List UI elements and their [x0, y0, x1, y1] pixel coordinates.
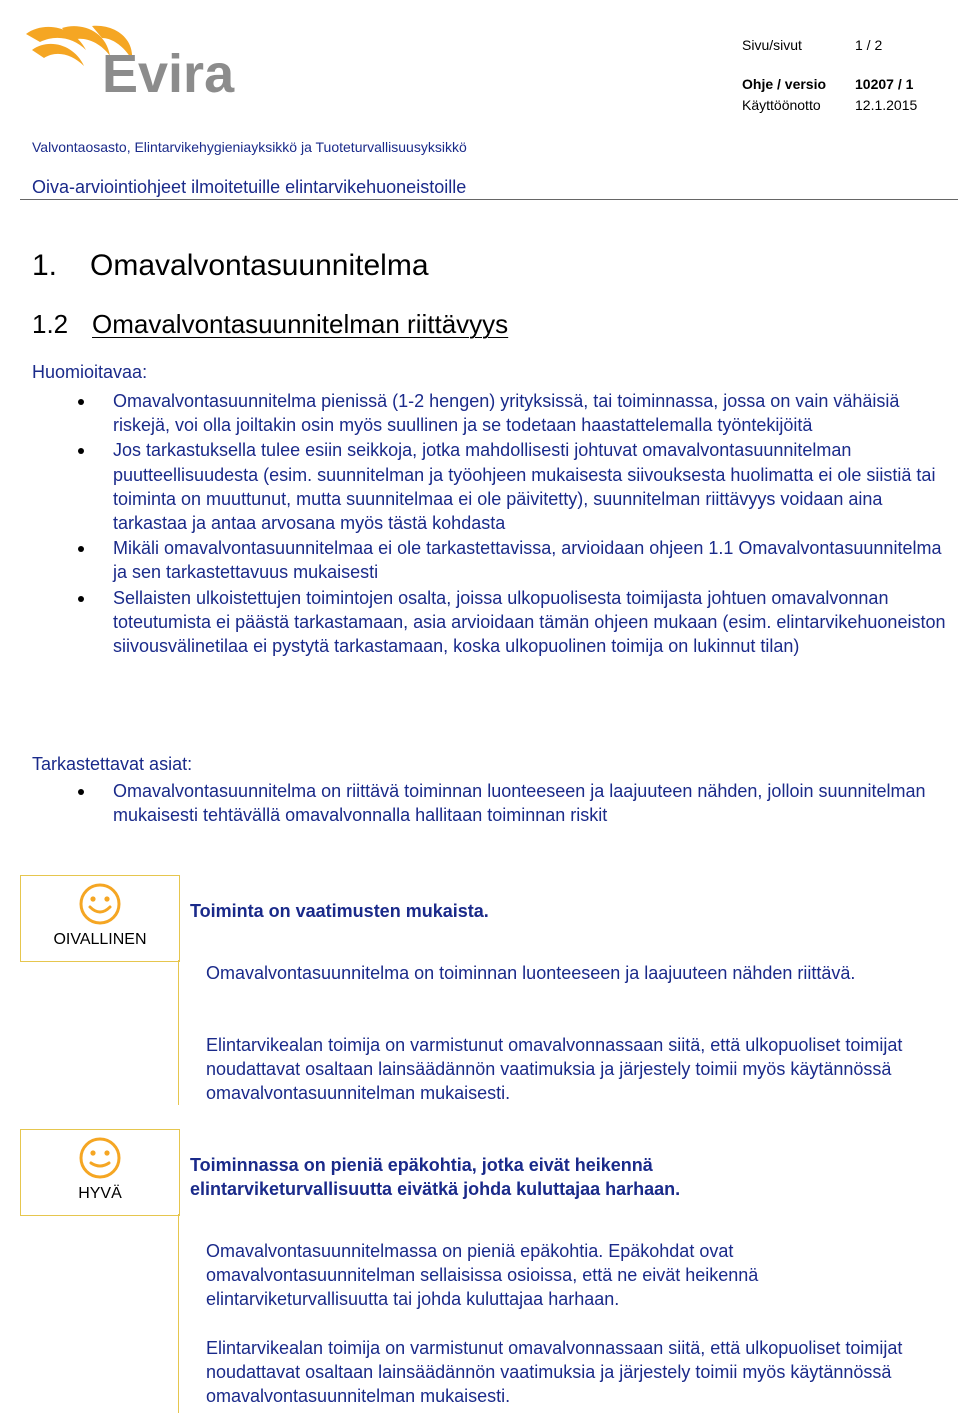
svg-text:Evira: Evira: [102, 44, 235, 100]
header-divider: [20, 199, 958, 200]
rating-paragraph: Omavalvontasuunnitelmassa on pieniä epäkohtia. Epäkohdat ovat omavalvontasuunnitelman sellaisissa osioissa, että ne eivät heikennä elintarviketurvallisuutta tai johda kuluttajaa harhaan.: [206, 1241, 759, 1309]
bullet-icon: [78, 546, 84, 552]
rating-paragraph: Elintarvikealan toimija on varmistunut omavalvonnassaan siitä, että ulkopuoliset toimijat noudattavat osaltaan lainsäädännön vaatimuksia ja järjestely toimii myös käytännössä omavalvontasuunnitelman mukaisesti.: [206, 1338, 903, 1406]
list-item: [73, 586, 953, 659]
subsection-title: Omavalvontasuunnitelman riittävyys: [92, 309, 509, 339]
subsection-heading: [32, 306, 508, 342]
list-item: [73, 438, 953, 535]
notes-heading-text: Huomioitavaa: [32, 362, 143, 382]
rating-heading: Toiminnassa on pieniä epäkohtia, jotka eivät heikennä elintarviketurvallisuutta eivätkä johda kuluttajaa harhaan.: [190, 1155, 681, 1199]
bullet-icon: [78, 596, 84, 602]
rating-box-excellent: [20, 875, 180, 962]
evira-logo: [22, 20, 272, 100]
rating-label: OIVALLINEN: [53, 931, 147, 948]
document-title: Oiva-arviointiohjeet ilmoitetuille elintarvikehuoneistoille: [32, 177, 467, 197]
list-item: [73, 389, 953, 437]
rating-label: HYVÄ: [78, 1185, 122, 1202]
rating-heading: Toiminta on vaatimusten mukaista.: [190, 901, 489, 921]
bullet-icon: [78, 448, 84, 454]
section-heading: [32, 246, 429, 286]
checks-heading: [32, 753, 192, 775]
section-title: Omavalvontasuunnitelma: [90, 249, 429, 282]
list-item-text: Sellaisten ulkoistettujen toimintojen osalta, joissa ulkopuolisesta toimijasta johtuen omavalvonnan toteutumista ei päästä tarkastamaan, asia arvioidaan tämän ohjeen mukaan (esim. elintarvikehuoneiston siivousvälinetilaa ei pystytä tarkastamaan, koska ulkopuolinen toimija on lukinnut tilan): [113, 587, 946, 657]
date-label: Käyttöönotto: [742, 97, 821, 113]
page-value: 1 / 2: [855, 37, 883, 53]
version-value: 10207 / 1: [855, 76, 914, 92]
list-item-text: Omavalvontasuunnitelma on riittävä toiminnan luonteeseen ja laajuuteen nähden, jolloin suunnitelman mukaisesti tehtävällä omavalvonnalla hallitaan toiminnan riskit: [113, 781, 926, 826]
rating-divider: [178, 1214, 179, 1413]
version-label: Ohje / versio: [742, 76, 827, 92]
list-item: [73, 536, 953, 584]
checks-list: [73, 779, 953, 828]
list-item-text: Omavalvontasuunnitelma pienissä (1-2 hengen) yrityksissä, tai toiminnassa, jossa on vain vähäisiä riskejä, voi olla joiltakin osin myös suullinen ja se todetaan haastattelemalla työntekijöitä: [113, 391, 900, 436]
smiley-smile-icon: [78, 1136, 122, 1180]
smiley-happy-icon: [78, 882, 122, 926]
list-item-text: Jos tarkastuksella tulee esiin seikkoja, jotka mahdollisesti johtuvat omavalvontasuunnitelman puutteellisuudesta (esim. suunnitelman ja työohjeen mukaisesta siivouksesta huolimatta ei ole siistiä tai toiminta on muuttunut, mutta suunnitelmaa ei ole päivitetty), suunnitelman riittävyys voidaan aina tarkastaa ja antaa arvosana myös tästä kohdasta: [113, 440, 936, 534]
notes-heading: [32, 361, 147, 383]
rating-box-good: [20, 1129, 180, 1216]
checks-heading-colon: :: [187, 754, 193, 774]
notes-heading-colon: :: [142, 362, 148, 382]
date-value: 12.1.2015: [855, 97, 918, 113]
rating-divider: [178, 960, 179, 1105]
rating-paragraph: Elintarvikealan toimija on varmistunut omavalvonnassaan siitä, että ulkopuoliset toimijat noudattavat osaltaan lainsäädännön vaatimuksia ja järjestely toimii myös käytännössä omavalvontasuunnitelman mukaisesti.: [206, 1035, 903, 1103]
section-number: 1.: [32, 249, 58, 282]
list-item: [73, 779, 953, 827]
list-item-text: Mikäli omavalvontasuunnitelmaa ei ole tarkastettavissa, arvioidaan ohjeen 1.1 Omavalvontasuunnitelma ja sen tarkastettavuus mukaisesti: [113, 538, 942, 583]
bullet-icon: [78, 789, 84, 795]
bullet-icon: [78, 399, 84, 405]
subsection-number: 1.2: [32, 309, 69, 339]
checks-heading-text: Tarkastettavat asiat: [32, 754, 188, 774]
department-line: Valvontaosasto, Elintarvikehygieniayksikkö ja Tuoteturvallisuusyksikkö: [32, 139, 467, 155]
page-label: Sivu/sivut: [742, 37, 802, 53]
rating-paragraph: Omavalvontasuunnitelma on toiminnan luonteeseen ja laajuuteen nähden riittävä.: [206, 963, 856, 983]
notes-list: [73, 389, 953, 659]
